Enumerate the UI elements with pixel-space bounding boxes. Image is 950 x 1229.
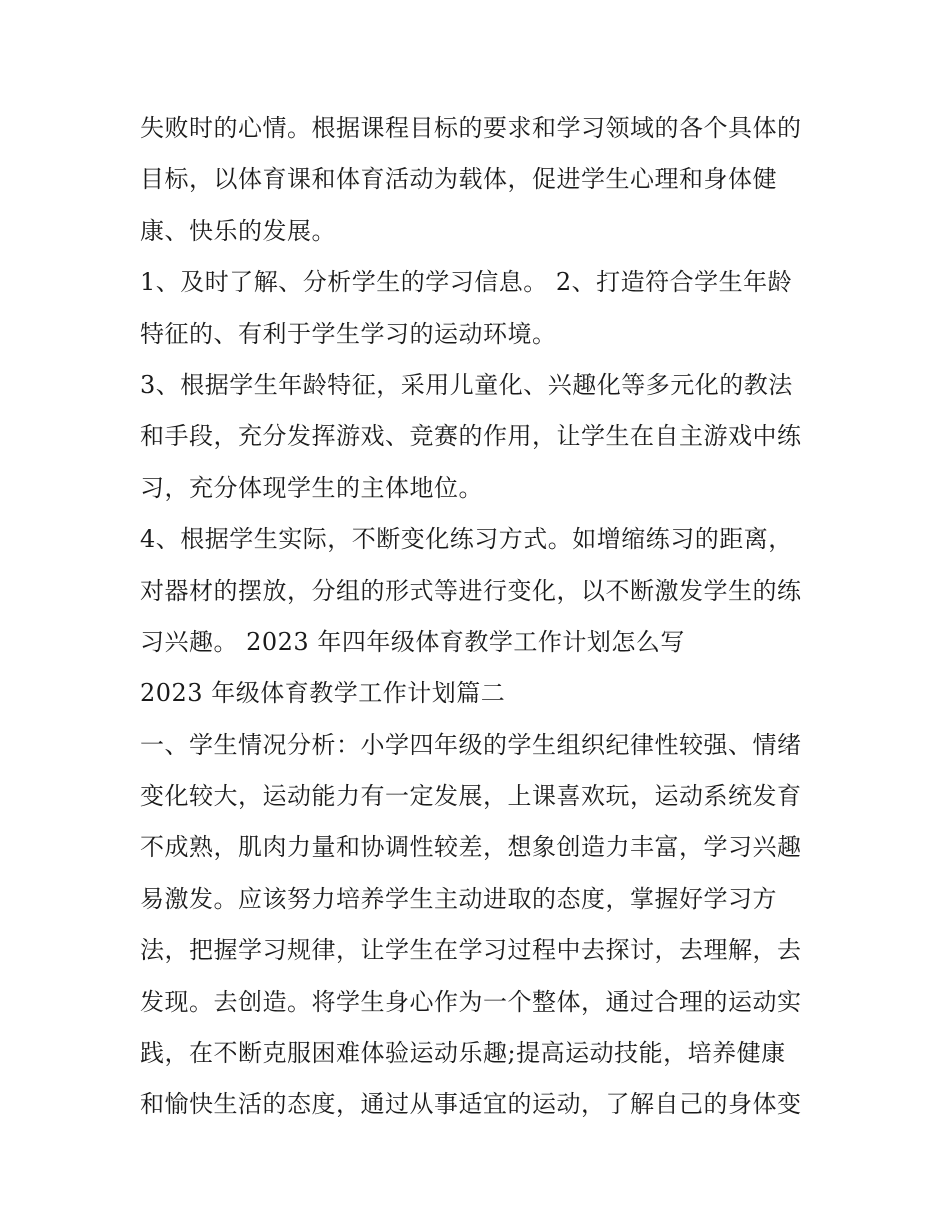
text-line: 习兴趣。 2023 年四年级体育教学工作计划怎么写 (140, 627, 685, 656)
text-line: 不成熟，肌肉力量和协调性较差，想象创造力丰富，学习兴趣 (140, 833, 802, 862)
text-line: 特征的、有利于学生学习的运动环境。 (140, 319, 557, 348)
text-line: 对器材的摆放，分组的形式等进行变化，以不断激发学生的练 (140, 576, 802, 605)
text-line: 发现。去创造。将学生身心作为一个整体，通过合理的运动实 (140, 987, 802, 1016)
text-line: 目标，以体育课和体育活动为载体，促进学生心理和身体健 (140, 165, 777, 194)
text-line: 践，在不断克服困难体验运动乐趣;提高运动技能，培养健康 (140, 1039, 786, 1068)
text-line: 1、及时了解、分析学生的学习信息。 2、打造符合学生年龄 (140, 268, 793, 297)
text-line: 3、根据学生年龄特征，采用儿童化、兴趣化等多元化的教法 (140, 370, 793, 399)
section-heading: 2023 年级体育教学工作计划篇二 (140, 679, 506, 708)
text-line: 4、根据学生实际，不断变化练习方式。如增缩练习的距离， (140, 525, 793, 554)
text-line: 变化较大，运动能力有一定发展，上课喜欢玩，运动系统发育 (140, 782, 802, 811)
text-line: 一、学生情况分析：小学四年级的学生组织纪律性较强、情绪 (140, 730, 802, 759)
body-text (140, 103, 820, 1131)
text-line: 习，充分体现学生的主体地位。 (140, 473, 483, 502)
text-line: 失败时的心情。根据课程目标的要求和学习领域的各个具体的 (140, 114, 802, 142)
text-line: 康、快乐的发展。 (140, 216, 336, 245)
text-line: 和愉快生活的态度，通过从事适宜的运动，了解自己的身体变 (140, 1090, 802, 1119)
text-line: 易激发。应该努力培养学生主动进取的态度，掌握好学习方 (140, 884, 777, 913)
text-line: 法，把握学习规律，让学生在学习过程中去探讨，去理解，去 (140, 936, 802, 965)
text-line: 和手段，充分发挥游戏、竞赛的作用，让学生在自主游戏中练 (140, 422, 802, 451)
